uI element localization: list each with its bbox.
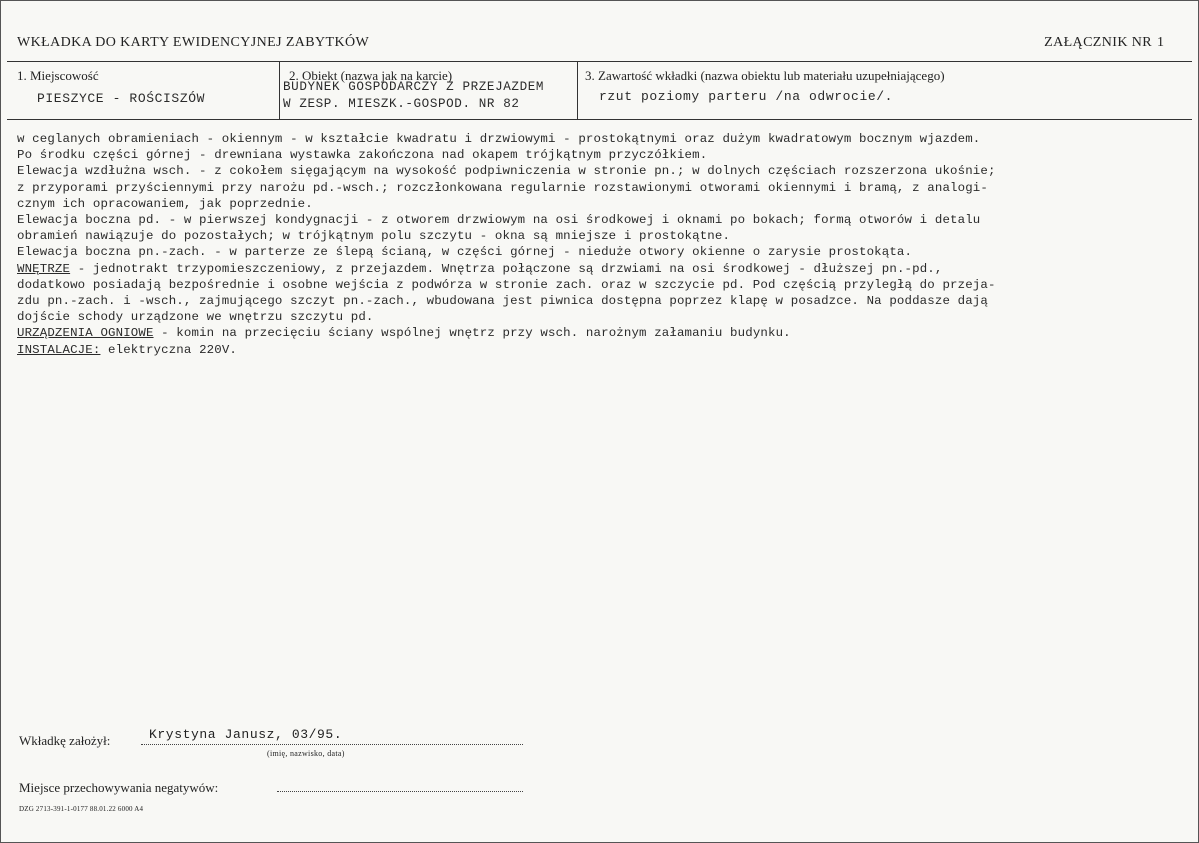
author-label: Wkładkę założył: <box>19 733 111 748</box>
author-value: Krystyna Janusz, 03/95. <box>149 727 343 742</box>
description-text <box>17 131 1187 358</box>
locality-label: 1. Miejscowość <box>17 68 99 83</box>
description-line: z przyporami przyściennymi przy narożu pd.-wsch.; rozczłonkowana regularnie rozstawionymi otworami okiennymi i bramą, z analogi- <box>17 180 988 195</box>
header-rule-bottom <box>7 119 1192 120</box>
field-divider-1 <box>279 61 280 119</box>
content-label: 3. Zawartość wkładki (nazwa obiektu lub materiału uzupełniającego) <box>585 68 945 83</box>
content-value: rzut poziomy parteru /na odwrocie/. <box>599 89 894 104</box>
form-title: WKŁADKA DO KARTY EWIDENCYJNEJ ZABYTKÓW <box>17 35 370 50</box>
description-line: Elewacja wzdłużna wsch. - z cokołem sięgającym na wysokość podpiwniczenia w stronie pn.; w dolnych częściach rozszerzona ukośnie; <box>17 164 996 179</box>
object-value-line2: W ZESP. MIESZK.-GOSPOD. NR 82 <box>283 97 520 111</box>
author-dotted-line <box>141 744 523 745</box>
negatives-label: Miejsce przechowywania negatywów: <box>19 780 219 795</box>
description-line: zdu pn.-zach. i -wsch., zajmującego szczyt pn.-zach., wbudowana jest piwnica dostępna poprzez klapę w posadzce. Na poddasze dają <box>17 294 988 309</box>
annex-label: ZAŁĄCZNIK NR <box>1044 35 1152 50</box>
description-line: Po środku części górnej - drewniana wystawka zakończona nad okapem trójkątnym przyczółkiem. <box>17 148 708 163</box>
fire-equipment-text: - komin na przecięciu ściany wspólnej wnętrz przy wsch. narożnym załamaniu budynku. <box>161 326 791 341</box>
object-value-line1: BUDYNEK GOSPODARCZY Z PRZEJAZDEM <box>283 80 545 94</box>
annex-number: 1 <box>1157 35 1164 50</box>
description-line: dodatkowo posiadają bezpośrednie i osobne wejścia z podwórza w stronie zach. oraz w szczycie pd. Pod częścią przyległą do przeja- <box>17 277 996 292</box>
negatives-dotted-line <box>277 791 523 792</box>
interior-heading: WNĘTRZE <box>17 261 71 276</box>
header-rule-top <box>7 61 1192 62</box>
description-line <box>17 325 1187 341</box>
installations-heading: INSTALACJE: <box>17 342 101 357</box>
description-line: Elewacja boczna pd. - w pierwszej kondygnacji - z otworem drzwiowym na osi środkowej i oknami po bokach; formą otworów i detalu <box>17 213 981 228</box>
object-label: 2. Obiekt (nazwa jak na karcie) <box>289 68 453 83</box>
description-line: obramień nawiązuje do pozostałych; w trójkątnym polu szczytu - okna są mniejsze i prostokątne. <box>17 229 731 244</box>
print-code: DZG 2713-391-1-0177 88.01.22 6000 A4 <box>19 805 144 813</box>
description-line <box>17 342 1187 358</box>
fire-equipment-heading: URZĄDZENIA OGNIOWE <box>17 326 154 341</box>
description-line <box>17 261 1187 277</box>
installations-text: elektryczna 220V. <box>100 342 237 357</box>
interior-text: - jednotrakt trzypomieszczeniowy, z przejazdem. Wnętrza połączone są drzwiami na osi środkowej - dłuższej pn.-pd., <box>77 261 943 276</box>
description-line: Elewacja boczna pn.-zach. - w parterze ze ślepą ścianą, w części górnej - nieduże otwory okienne o zarysie prostokąta. <box>17 245 913 260</box>
description-line: dojście schody urządzone we wnętrzu szczytu pd. <box>17 310 374 325</box>
author-hint: (imię, nazwisko, data) <box>267 749 345 758</box>
locality-value: PIESZYCE - ROŚCISZÓW <box>37 91 206 106</box>
description-line: cznym ich opracowaniem, jak poprzednie. <box>17 196 313 211</box>
description-line: w ceglanych obramieniach - okiennym - w kształcie kwadratu i drzwiowymi - prostokątnymi oraz dużym kwadratowym bocznym wjazdem. <box>17 132 981 146</box>
field-divider-2 <box>577 61 578 119</box>
